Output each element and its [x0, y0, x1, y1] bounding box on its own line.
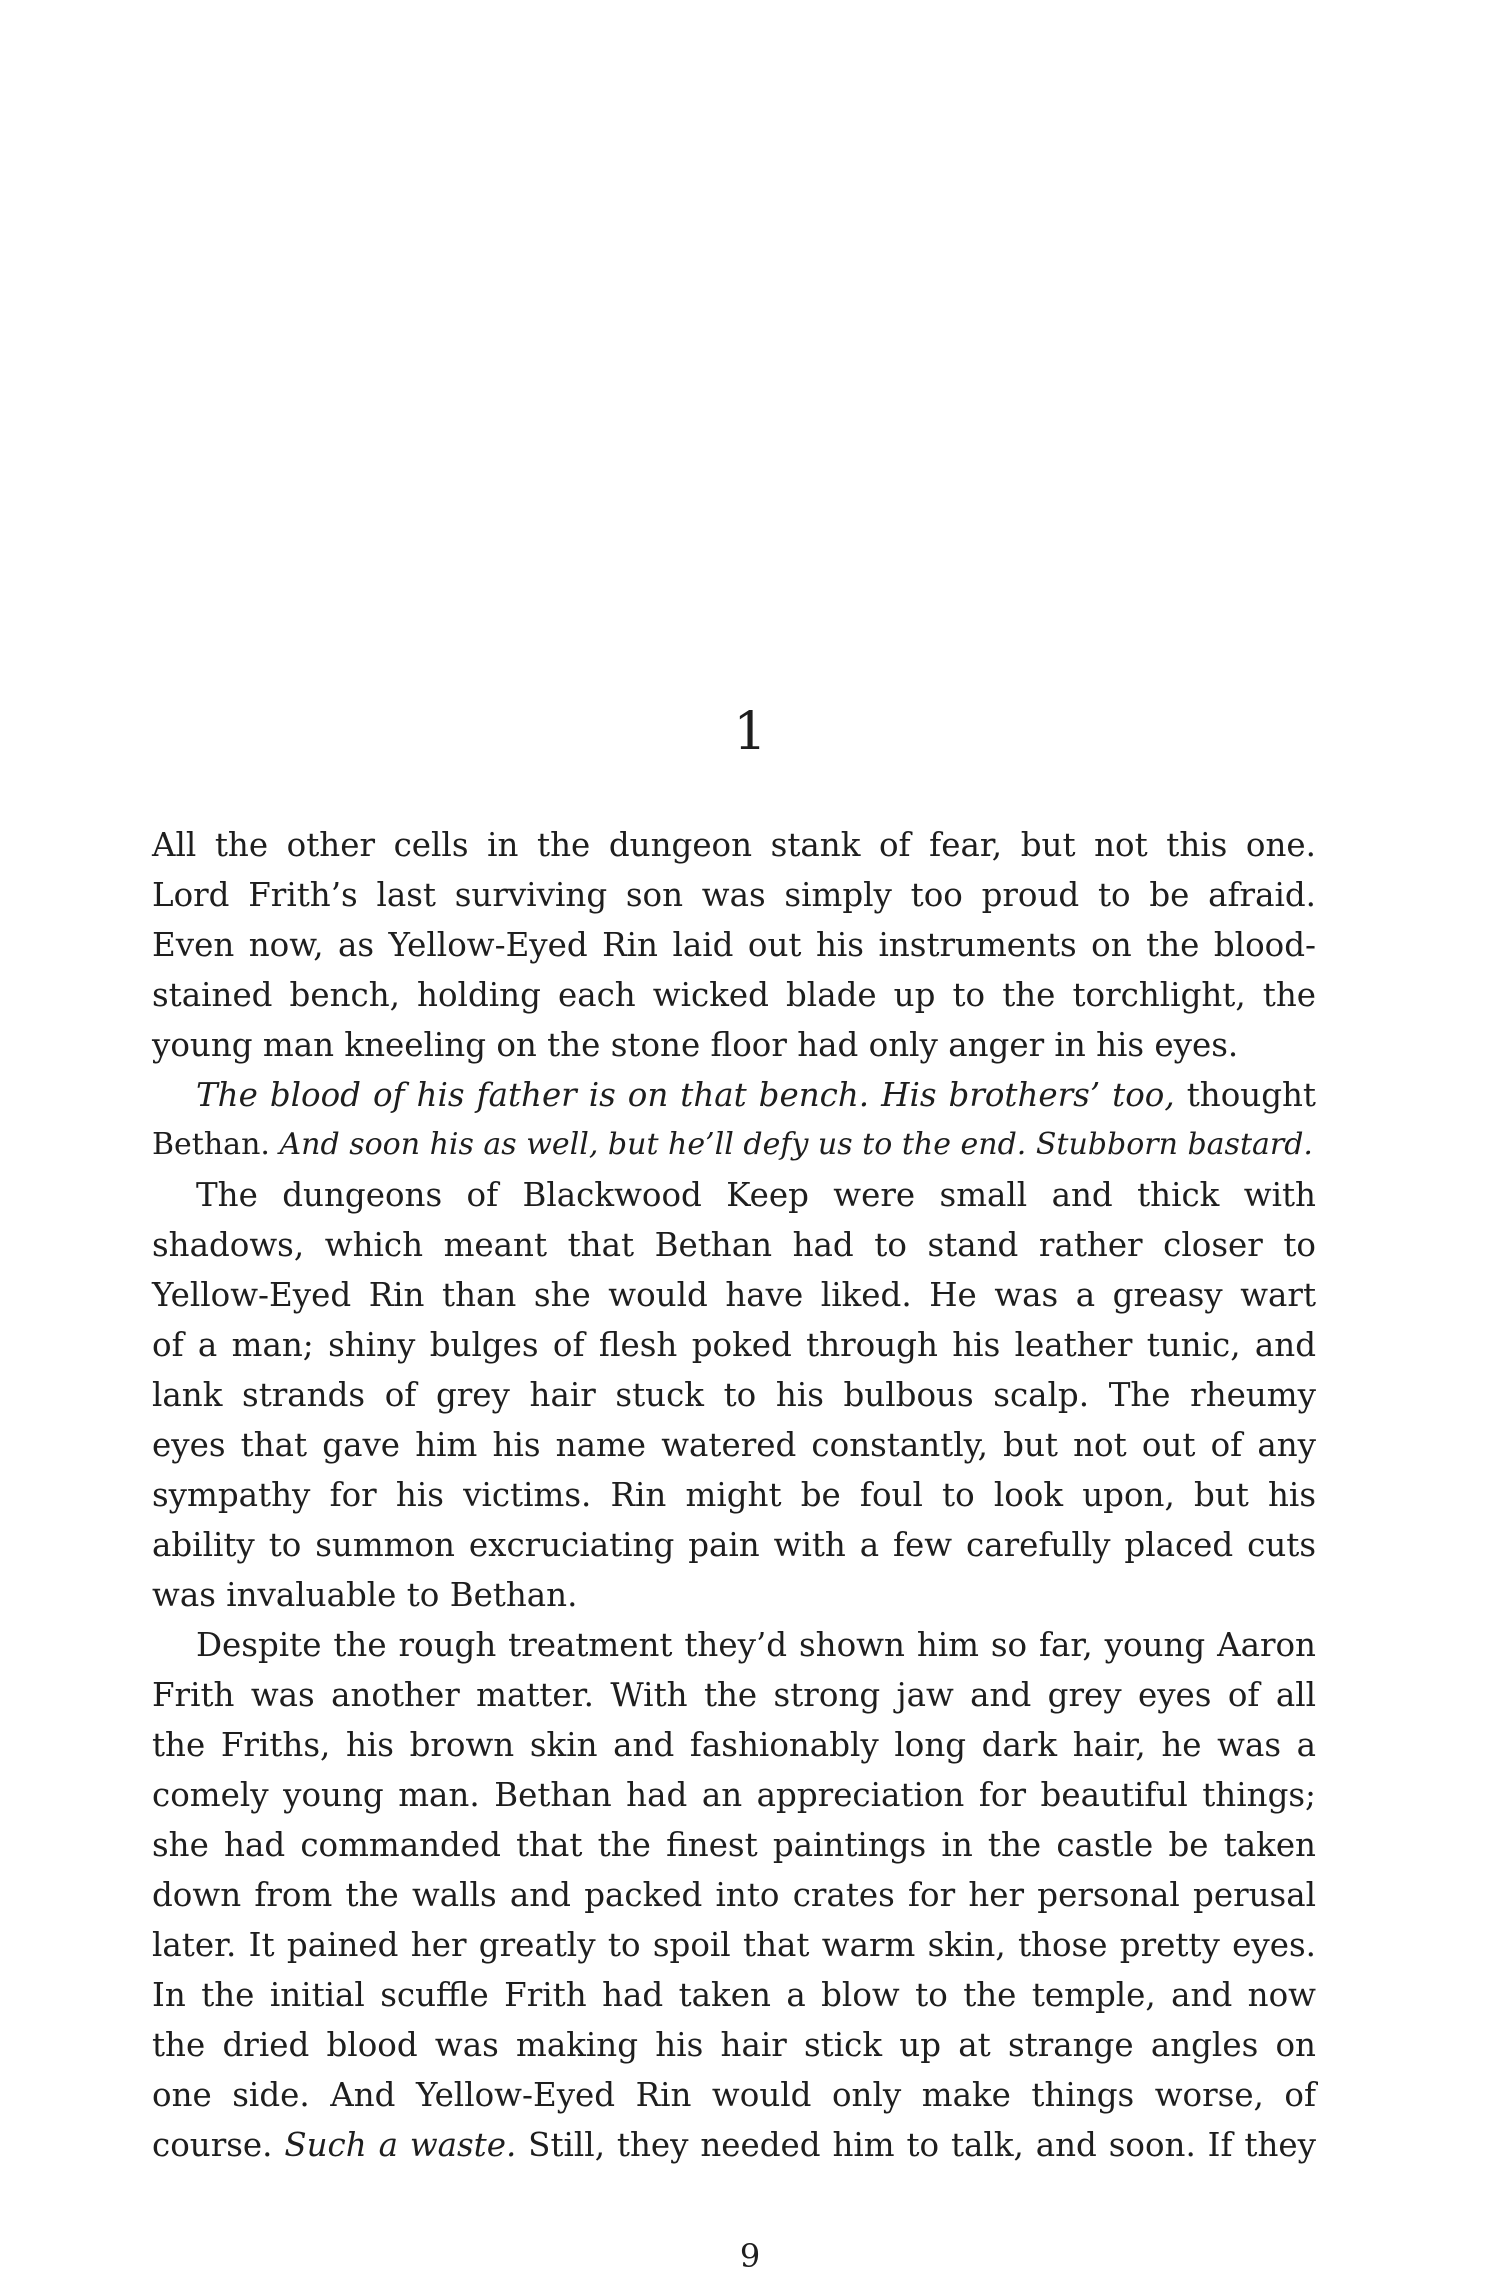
text-line [152, 870, 1316, 920]
text-span: later. It pained her greatly to spoil that warm skin, those pretty eyes. [152, 1926, 1316, 1964]
text-span: Yellow-Eyed Rin than she would have liked. He was a greasy wart [152, 1276, 1316, 1314]
text-span: Frith was another matter. With the strong jaw and grey eyes of all [152, 1676, 1316, 1714]
text-span: The dungeons of Blackwood Keep were small and thick with [196, 1176, 1316, 1214]
text-span: ability to summon excruciating pain with a few carefully placed cuts [152, 1526, 1316, 1564]
text-line [152, 1420, 1316, 1470]
text-line [152, 1170, 1316, 1220]
text-line [152, 820, 1316, 870]
text-line [152, 2020, 1316, 2070]
text-line [152, 1470, 1316, 1520]
text-line [152, 2070, 1316, 2120]
text-line [152, 1070, 1316, 1120]
text-span: Still, they needed him to talk, and soon. If they [516, 2126, 1316, 2164]
text-span: one side. And Yellow-Eyed Rin would only make things worse, of [152, 2076, 1316, 2114]
text-span: down from the walls and packed into crates for her personal perusal [152, 1876, 1316, 1914]
text-line [152, 1770, 1316, 1820]
italic-text-span: The blood of his father is on that bench. His brothers’ too, [196, 1076, 1175, 1114]
text-span: the dried blood was making his hair stick up at strange angles on [152, 2026, 1316, 2064]
body-text [152, 820, 1316, 2170]
text-span: In the initial scuffle Frith had taken a blow to the temple, and now [152, 1976, 1316, 2014]
text-span: stained bench, holding each wicked blade up to the torchlight, the [152, 976, 1316, 1014]
text-line [152, 1570, 1316, 1620]
chapter-number: 1 [733, 702, 767, 762]
text-line [152, 920, 1316, 970]
text-line [152, 1620, 1316, 1670]
text-span: shadows, which meant that Bethan had to stand rather closer to [152, 1226, 1316, 1264]
page-number: 9 [739, 2237, 761, 2275]
text-line [152, 1270, 1316, 1320]
text-line [152, 2120, 1316, 2170]
text-line [152, 1870, 1316, 1920]
text-span: thought [1174, 1076, 1316, 1114]
text-span: was invaluable to Bethan. [152, 1576, 578, 1614]
text-line [152, 1670, 1316, 1720]
text-span: lank strands of grey hair stuck to his bulbous scalp. The rheumy [152, 1376, 1316, 1414]
text-span: of a man; shiny bulges of flesh poked through his leather tunic, and [152, 1326, 1316, 1364]
italic-text-span: Such a waste. [284, 2126, 517, 2164]
text-span: sympathy for his victims. Rin might be foul to look upon, but his [152, 1476, 1316, 1514]
text-line [152, 1520, 1316, 1570]
text-line [152, 970, 1316, 1020]
text-span: she had commanded that the finest paintings in the castle be taken [152, 1826, 1316, 1864]
text-span: All the other cells in the dungeon stank of fear, but not this one. [152, 826, 1316, 864]
text-line [152, 1820, 1316, 1870]
text-line [152, 1370, 1316, 1420]
text-span: course. [152, 2126, 285, 2164]
text-line [152, 1120, 1316, 1170]
text-line [152, 1970, 1316, 2020]
text-span: young man kneeling on the stone floor had only anger in his eyes. [152, 1026, 1239, 1064]
text-line [152, 1220, 1316, 1270]
text-line [152, 1920, 1316, 1970]
text-span: the Friths, his brown skin and fashionably long dark hair, he was a [152, 1726, 1316, 1764]
text-span: comely young man. Bethan had an appreciation for beautiful things; [152, 1776, 1316, 1814]
text-span: Lord Frith’s last surviving son was simply too proud to be afraid. [152, 876, 1316, 914]
italic-text-span: And soon his as well, but he’ll defy us to the end. Stubborn bastard. [279, 1127, 1313, 1162]
text-line [152, 1720, 1316, 1770]
text-span: Bethan. [152, 1127, 280, 1162]
text-line [152, 1320, 1316, 1370]
text-span: Even now, as Yellow-Eyed Rin laid out his instruments on the blood- [152, 926, 1316, 964]
text-span: Despite the rough treatment they’d shown him so far, young Aaron [196, 1626, 1316, 1664]
text-span: eyes that gave him his name watered constantly, but not out of any [152, 1426, 1316, 1464]
text-line [152, 1020, 1316, 1070]
